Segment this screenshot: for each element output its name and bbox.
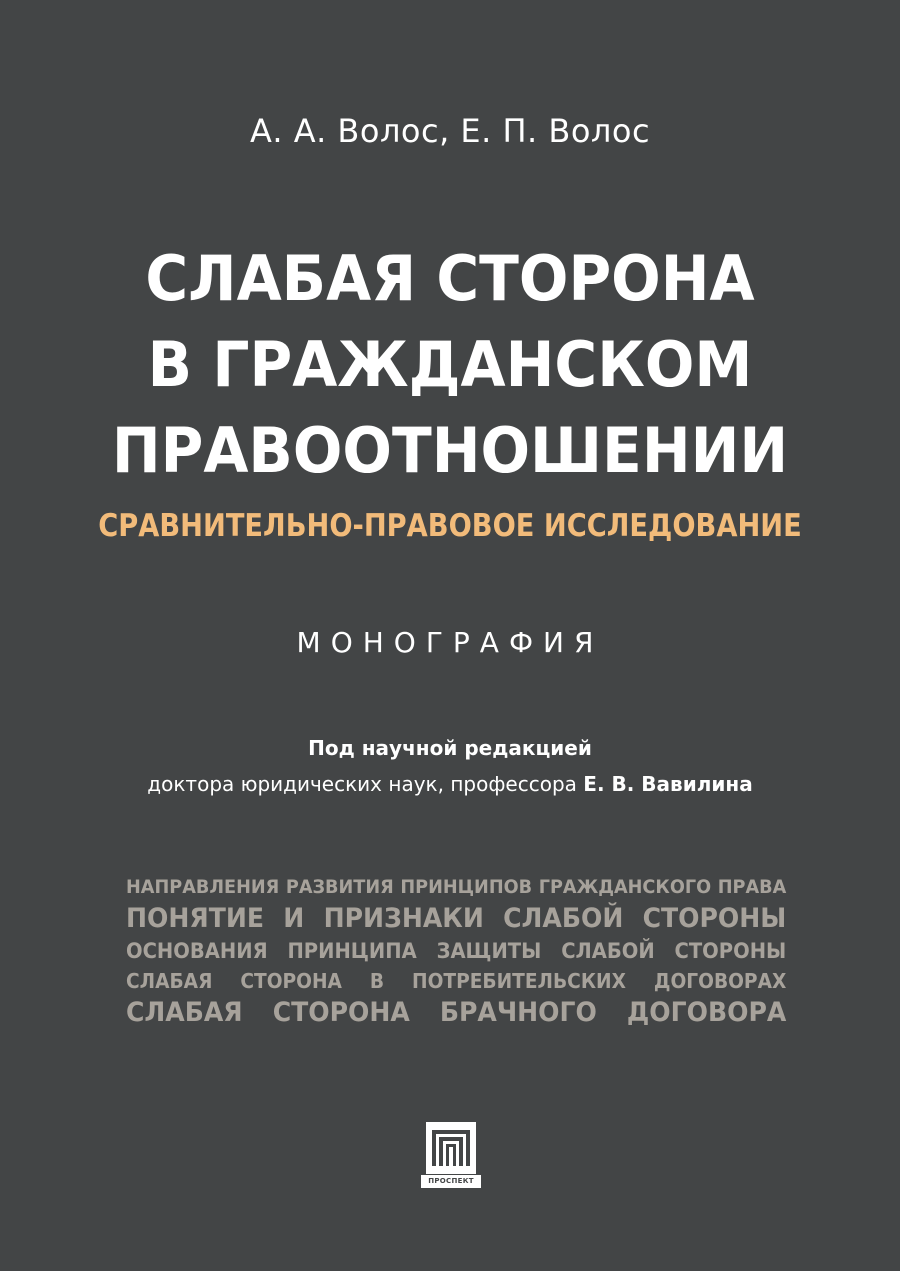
building-columns-icon	[426, 1122, 476, 1174]
title-line: В ГРАЖДАНСКОМ	[147, 328, 753, 401]
topic-item: ПОНЯТИЕ И ПРИЗНАКИ СЛАБОЙ СТОРОНЫ	[126, 903, 787, 934]
editor-credit	[0, 772, 900, 796]
publisher-name: ПРОСПЕКТ	[421, 1175, 481, 1188]
title-line: СЛАБАЯ СТОРОНА	[145, 242, 755, 315]
genre-label: МОНОГРАФИЯ	[296, 626, 604, 659]
editor-name: Е. В. Вавилина	[583, 772, 753, 796]
book-title	[27, 236, 873, 494]
book-subtitle: СРАВНИТЕЛЬНО-ПРАВОВОЕ ИССЛЕДОВАНИЕ	[98, 508, 802, 544]
topic-item: НАПРАВЛЕНИЯ РАЗВИТИЯ ПРИНЦИПОВ ГРАЖДАНСКОГО ПРАВА	[126, 876, 787, 898]
topic-item: СЛАБАЯ СТОРОНА БРАЧНОГО ДОГОВОРА	[126, 997, 787, 1028]
title-line: ПРАВООТНОШЕНИИ	[111, 414, 789, 487]
topic-item: ОСНОВАНИЯ ПРИНЦИПА ЗАЩИТЫ СЛАБОЙ СТОРОНЫ	[126, 939, 787, 963]
editor-heading: Под научной редакцией	[308, 736, 592, 760]
topics-list	[126, 872, 786, 1030]
editor-credit-prefix: доктора юридических наук, профессора	[147, 772, 584, 796]
authors: А. А. Волос, Е. П. Волос	[249, 112, 651, 150]
topic-item: СЛАБАЯ СТОРОНА В ПОТРЕБИТЕЛЬСКИХ ДОГОВОРАХ	[126, 969, 787, 993]
publisher-logo	[421, 1122, 481, 1188]
